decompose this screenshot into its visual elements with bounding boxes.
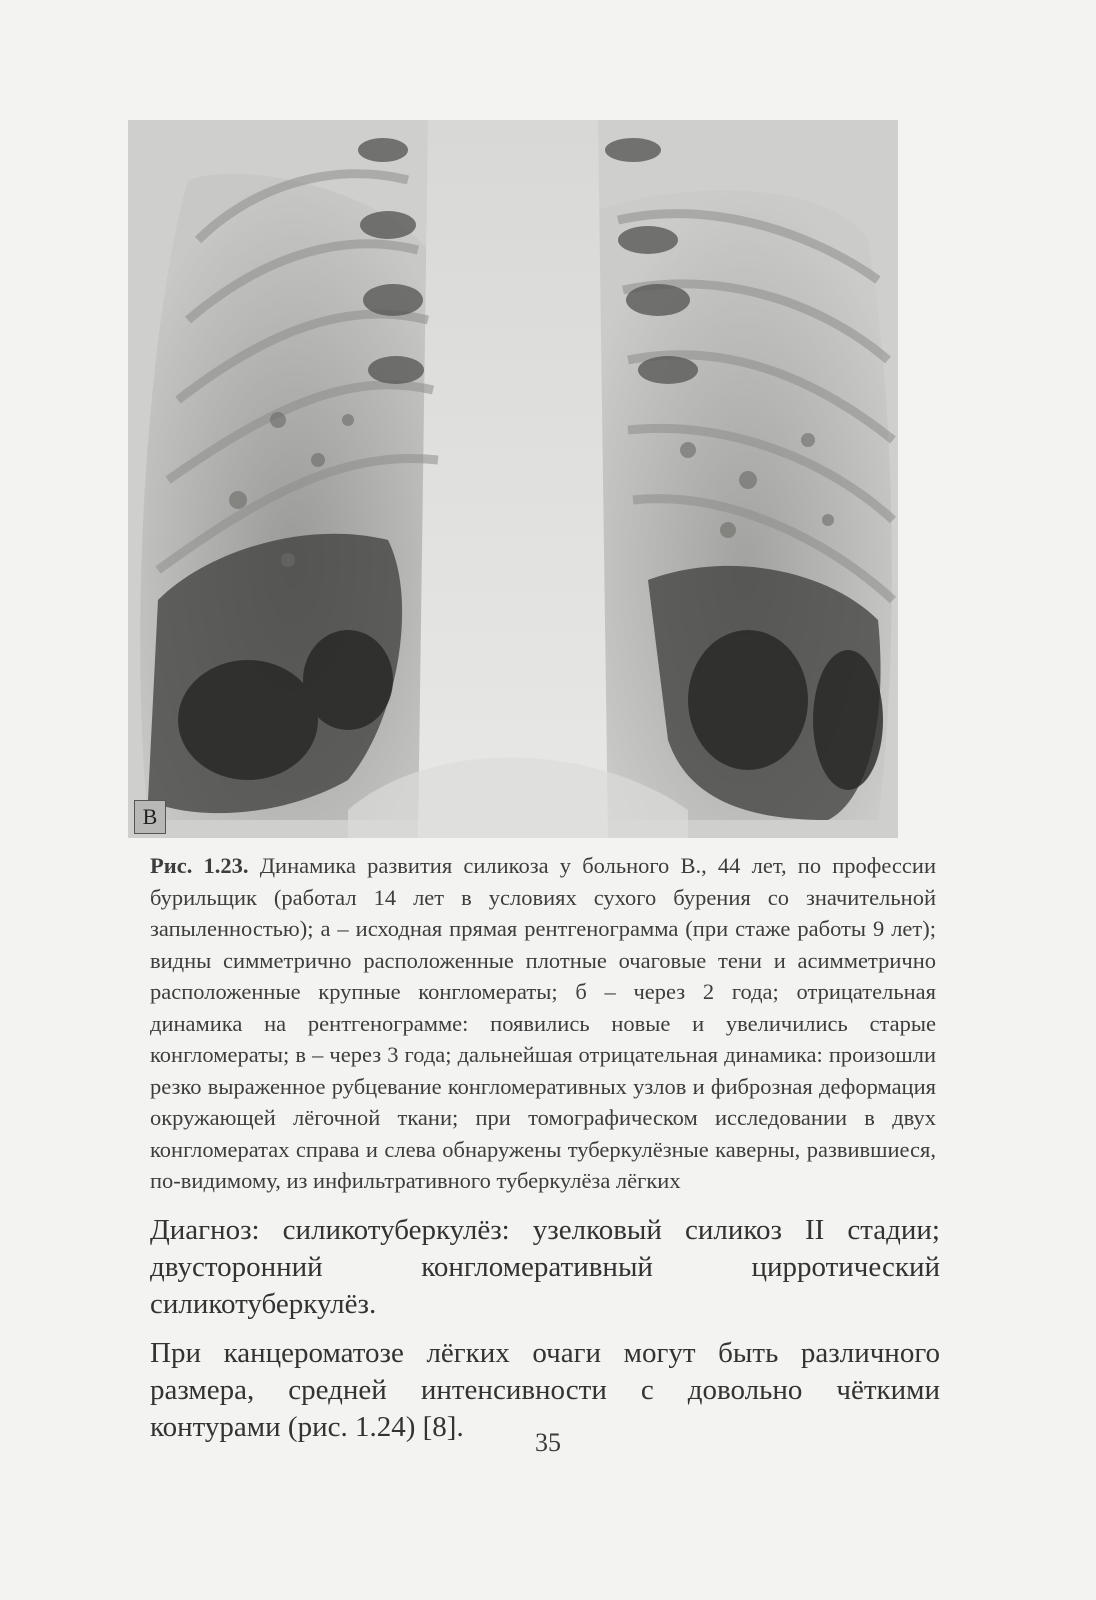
chest-xray-image (128, 120, 898, 838)
xray-illustration (128, 120, 898, 838)
page-number: 35 (535, 1428, 561, 1457)
carcinomatosis-paragraph: При канцероматозе лёгких очаги могут быть различного размера, средней интенсивности с довольно чёткими контурами (рис. 1.24) [8]. (150, 1337, 940, 1443)
figure-caption (150, 850, 936, 1197)
diagnosis-paragraph: Диагноз: силикотуберкулёз: узелковый силикоз II стадии; двусторонний конгломеративный цирротический силикотуберкулёз. (150, 1214, 940, 1320)
panel-letter-label: В (134, 800, 166, 834)
figure-number: Рис. 1.23. (150, 853, 249, 878)
caption-text: Динамика развития силикоза у больного В., 44 лет, по профессии бурильщик (работал 14 лет в условиях сухого бурения со значительной запыленностью); а – исходная прямая рентгенограмма (при стаже работы 9 лет); видны симметрично расположенные плотные очаговые тени и асимметрично расположенные крупные конгломераты; б – через 2 года; отрицательная динамика на рентгенограмме: появились новые и увеличились старые конгломераты; в – через 3 года; дальнейшая отрицательная динамика: произошли резко выраженное рубцевание конгломеративных узлов и фиброзная деформация окружающей лёгочной ткани; при томографическом исследовании в двух конгломератах справа и слева обнаружены туберкулёзные каверны, развившиеся, по-видимому, из инфильтративного туберкулёза лёгких (150, 853, 936, 1193)
body-text (150, 1212, 940, 1458)
